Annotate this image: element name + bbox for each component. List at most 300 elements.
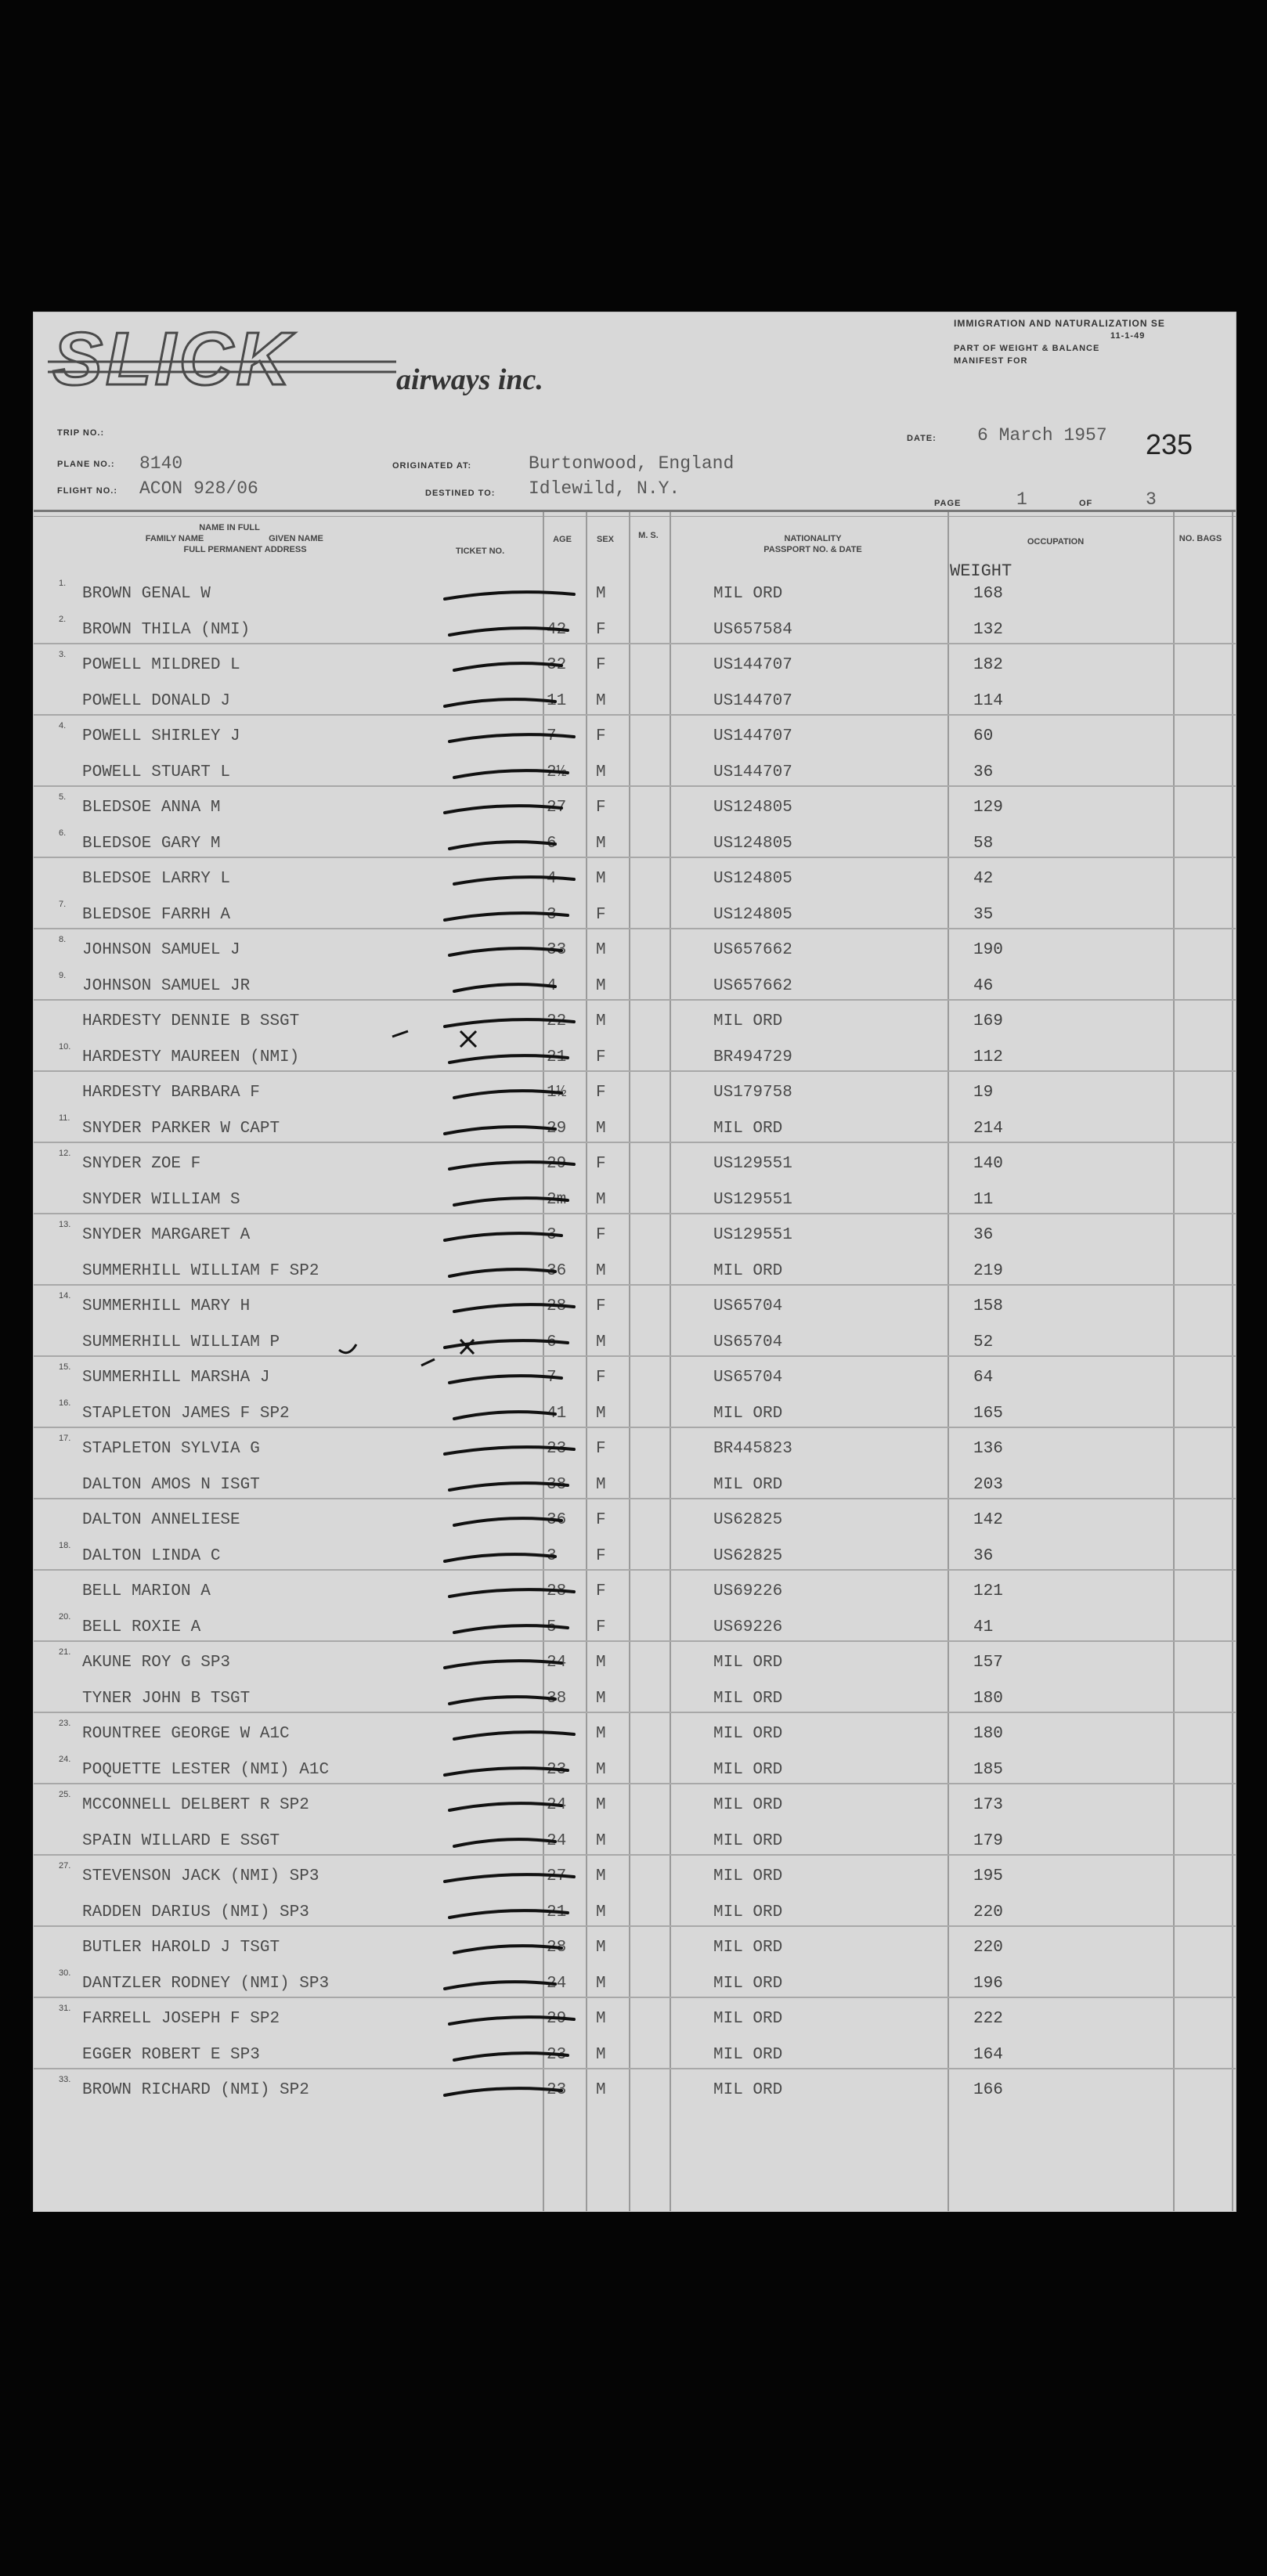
row-number: 18. [59, 1541, 71, 1550]
passenger-passport: US62825 [713, 1547, 783, 1565]
passenger-sex: M [596, 585, 606, 603]
passenger-age: 4 [547, 977, 557, 995]
manifest-document [33, 312, 1236, 2212]
flight-value: ACON 928/06 [139, 478, 258, 499]
passenger-weight: 36 [973, 763, 994, 781]
col-family-name: FAMILY NAME [145, 534, 204, 543]
passenger-age: 2m [547, 1191, 567, 1209]
passenger-sex: F [596, 727, 606, 745]
passenger-sex: F [596, 1226, 606, 1244]
passenger-name: JOHNSON SAMUEL J [82, 941, 240, 959]
row-number: 2. [59, 615, 67, 624]
passenger-weight: 220 [973, 1903, 1003, 1921]
ticket-pen-stroke [445, 913, 568, 920]
ticket-pen-stroke [454, 1304, 574, 1311]
passenger-age: 36 [547, 1262, 567, 1280]
passenger-name: SUMMERHILL WILLIAM P [82, 1333, 280, 1351]
passenger-passport: US129551 [713, 1155, 792, 1173]
row-number: 33. [59, 2075, 71, 2084]
passenger-passport: US65704 [713, 1369, 783, 1387]
passenger-weight: 129 [973, 799, 1003, 817]
passenger-weight: 41 [973, 1618, 994, 1636]
passenger-sex: F [596, 656, 606, 674]
passenger-name: JOHNSON SAMUEL JR [82, 977, 251, 995]
ticket-pen-stroke [449, 1589, 574, 1596]
check-mark [421, 1359, 435, 1366]
page-stamp: 235 [1146, 428, 1193, 460]
row-number: 1. [59, 579, 67, 588]
ticket-pen-stroke [449, 1483, 568, 1490]
passenger-passport: MIL ORD [713, 1939, 783, 1957]
passenger-weight: 11 [973, 1191, 994, 1209]
passenger-name: SNYDER PARKER W CAPT [82, 1120, 280, 1138]
passenger-name: SUMMERHILL MARSHA J [82, 1369, 270, 1387]
passenger-sex: M [596, 870, 606, 888]
passenger-passport: MIL ORD [713, 1761, 783, 1779]
trip-label: TRIP NO.: [57, 428, 105, 438]
agency-line-4: MANIFEST FOR [954, 356, 1028, 366]
passenger-passport: MIL ORD [713, 1012, 783, 1030]
passenger-name: ROUNTREE GEORGE W A1C [82, 1725, 290, 1743]
passenger-weight: 164 [973, 2046, 1003, 2064]
passenger-sex: M [596, 2046, 606, 2064]
passenger-passport: US124805 [713, 870, 792, 888]
passenger-name: BELL MARION A [82, 1582, 211, 1600]
passenger-passport: US144707 [713, 656, 792, 674]
passenger-name: TYNER JOHN B TSGT [82, 1690, 251, 1708]
row-number: 16. [59, 1398, 71, 1408]
agency-line-2: 11-1-49 [1110, 331, 1146, 341]
passenger-weight: 157 [973, 1654, 1003, 1672]
passenger-age: 7 [547, 727, 557, 745]
ticket-pen-stroke [454, 984, 555, 991]
passenger-weight: 179 [973, 1832, 1003, 1850]
ticket-pen-stroke [445, 1019, 574, 1026]
passenger-age: 24 [547, 1832, 567, 1850]
col-occupation: OCCUPATION [1027, 537, 1085, 547]
passenger-name: HARDESTY MAUREEN (NMI) [82, 1048, 300, 1066]
passenger-weight: 180 [973, 1725, 1003, 1743]
svg-text:airways inc.: airways inc. [396, 363, 543, 396]
passenger-weight: 196 [973, 1975, 1003, 1993]
passenger-age: 24 [547, 1796, 567, 1814]
passenger-weight: 35 [973, 906, 994, 924]
destined-value: Idlewild, N.Y. [529, 478, 680, 499]
col-age: AGE [553, 535, 572, 544]
ticket-pen-stroke [454, 1412, 555, 1419]
passenger-passport: US144707 [713, 727, 792, 745]
passenger-age: 6 [547, 1333, 557, 1351]
passenger-passport: MIL ORD [713, 1405, 783, 1423]
passenger-name: SNYDER MARGARET A [82, 1226, 251, 1244]
passenger-sex: F [596, 906, 606, 924]
passenger-passport: US129551 [713, 1191, 792, 1209]
passenger-weight: 140 [973, 1155, 1003, 1173]
ticket-pen-stroke [445, 1768, 568, 1775]
passenger-age: 28 [547, 1939, 567, 1957]
originated-label: ORIGINATED AT: [392, 461, 472, 471]
passenger-name: BROWN THILA (NMI) [82, 621, 251, 639]
passenger-name: BROWN GENAL W [82, 585, 211, 603]
passenger-age: 3 [547, 906, 557, 924]
passenger-passport: BR494729 [713, 1048, 792, 1066]
passenger-age: 2½ [547, 763, 567, 781]
passenger-sex: M [596, 835, 606, 853]
passenger-name: EGGER ROBERT E SP3 [82, 2046, 260, 2064]
ticket-pen-stroke [449, 1269, 555, 1276]
passenger-passport: MIL ORD [713, 2010, 783, 2028]
passenger-sex: M [596, 1690, 606, 1708]
passenger-passport: MIL ORD [713, 2081, 783, 2099]
passenger-name: SPAIN WILLARD E SSGT [82, 1832, 280, 1850]
passenger-passport: US124805 [713, 799, 792, 817]
passenger-passport: US65704 [713, 1297, 783, 1315]
passenger-passport: MIL ORD [713, 1120, 783, 1138]
passenger-age: 41 [547, 1405, 567, 1423]
passenger-passport: US124805 [713, 906, 792, 924]
col-passport: PASSPORT NO. & DATE [763, 545, 862, 554]
passenger-weight: 142 [973, 1511, 1003, 1529]
passenger-age: 11 [547, 692, 567, 710]
ticket-pen-stroke [445, 1554, 555, 1561]
plane-value: 8140 [139, 453, 183, 474]
passenger-sex: M [596, 1476, 606, 1494]
passenger-weight: 114 [973, 692, 1003, 710]
passenger-passport: US144707 [713, 763, 792, 781]
passenger-weight: 185 [973, 1761, 1003, 1779]
passenger-weight: 64 [973, 1369, 994, 1387]
passenger-age: 29 [547, 1120, 567, 1138]
ticket-pen-stroke [449, 1055, 568, 1063]
passenger-name: STAPLETON JAMES F SP2 [82, 1405, 290, 1423]
passenger-name: HARDESTY DENNIE B SSGT [82, 1012, 300, 1030]
passenger-age: 7 [547, 1369, 557, 1387]
passenger-sex: M [596, 1832, 606, 1850]
row-number: 12. [59, 1149, 71, 1158]
row-number: 9. [59, 971, 67, 980]
passenger-age: 24 [547, 1975, 567, 1993]
col-given-name: GIVEN NAME [269, 534, 323, 543]
passenger-age: 33 [547, 941, 567, 959]
passenger-name: POWELL STUART L [82, 763, 231, 781]
of-value: 3 [1146, 489, 1157, 510]
ticket-pen-stroke [445, 1127, 555, 1134]
passenger-weight: 46 [973, 977, 994, 995]
ticket-pen-stroke [454, 1091, 561, 1098]
passenger-passport: US657662 [713, 941, 792, 959]
passenger-age: 38 [547, 1476, 567, 1494]
row-number: 3. [59, 650, 67, 659]
ticket-pen-stroke [445, 592, 574, 599]
row-number: 31. [59, 2004, 71, 2013]
passenger-name: BLEDSOE FARRH A [82, 906, 231, 924]
date-value: 6 March 1957 [977, 425, 1107, 446]
passenger-name: STAPLETON SYLVIA G [82, 1440, 260, 1458]
passenger-age: 3 [547, 1226, 557, 1244]
passenger-sex: M [596, 1903, 606, 1921]
passenger-weight: 182 [973, 656, 1003, 674]
passenger-sex: M [596, 1191, 606, 1209]
passenger-sex: M [596, 1796, 606, 1814]
ticket-pen-stroke [454, 2053, 568, 2060]
ticket-pen-stroke [449, 734, 574, 741]
passenger-name: RADDEN DARIUS (NMI) SP3 [82, 1903, 309, 1921]
passenger-passport: US69226 [713, 1582, 783, 1600]
passenger-weight: 121 [973, 1582, 1003, 1600]
passenger-sex: M [596, 1725, 606, 1743]
row-number: 24. [59, 1755, 71, 1764]
col-name-heading: NAME IN FULL [199, 523, 260, 532]
passenger-name: BLEDSOE ANNA M [82, 799, 221, 817]
ticket-pen-stroke [449, 948, 561, 955]
passenger-name: MCCONNELL DELBERT R SP2 [82, 1796, 309, 1814]
passenger-age: 23 [547, 2081, 567, 2099]
passenger-sex: M [596, 1867, 606, 1885]
row-number: 17. [59, 1434, 71, 1443]
row-number: 27. [59, 1861, 71, 1871]
passenger-passport: MIL ORD [713, 1476, 783, 1494]
date-label: DATE: [907, 434, 937, 443]
ticket-pen-stroke [449, 1803, 561, 1810]
row-number: 4. [59, 721, 67, 731]
passenger-name: HARDESTY BARBARA F [82, 1084, 260, 1102]
passenger-age: 1½ [547, 1084, 567, 1102]
passenger-age: 5 [547, 1618, 557, 1636]
ticket-pen-stroke [449, 1697, 555, 1704]
ticket-pen-marks [34, 312, 1236, 2211]
passenger-age: 21 [547, 1903, 567, 1921]
ticket-pen-stroke [454, 663, 561, 670]
passenger-age: 27 [547, 1867, 567, 1885]
passenger-weight: 214 [973, 1120, 1003, 1138]
passenger-age: 21 [547, 1048, 567, 1066]
passenger-passport: MIL ORD [713, 1867, 783, 1885]
passenger-sex: F [596, 799, 606, 817]
row-number: 25. [59, 1790, 71, 1799]
passenger-age: 38 [547, 1690, 567, 1708]
passenger-sex: M [596, 941, 606, 959]
passenger-passport: US65704 [713, 1333, 783, 1351]
passenger-sex: M [596, 1262, 606, 1280]
passenger-sex: M [596, 1333, 606, 1351]
passenger-name: DANTZLER RODNEY (NMI) SP3 [82, 1975, 330, 1993]
ticket-pen-stroke [454, 770, 568, 777]
passenger-name: POQUETTE LESTER (NMI) A1C [82, 1761, 330, 1779]
passenger-name: SNYDER WILLIAM S [82, 1191, 240, 1209]
page-label: PAGE [934, 499, 962, 508]
row-number: 21. [59, 1647, 71, 1657]
row-number: 23. [59, 1719, 71, 1728]
passenger-name: POWELL MILDRED L [82, 656, 240, 674]
passenger-sex: F [596, 1369, 606, 1387]
passenger-age: 28 [547, 1297, 567, 1315]
passenger-weight: 219 [973, 1262, 1003, 1280]
passenger-name: BLEDSOE GARY M [82, 835, 221, 853]
passenger-weight: 112 [973, 1048, 1003, 1066]
passenger-name: BUTLER HAROLD J TSGT [82, 1939, 280, 1957]
passenger-name: SNYDER ZOE F [82, 1155, 201, 1173]
passenger-passport: MIL ORD [713, 1690, 783, 1708]
passenger-passport: US69226 [713, 1618, 783, 1636]
ticket-pen-stroke [445, 1982, 555, 1989]
row-number: 30. [59, 1968, 71, 1978]
passenger-passport: MIL ORD [713, 1654, 783, 1672]
ticket-pen-stroke [454, 1946, 561, 1953]
row-number: 5. [59, 792, 67, 802]
agency-line-1: IMMIGRATION AND NATURALIZATION SE [954, 318, 1165, 329]
passenger-sex: M [596, 2010, 606, 2028]
col-weight: WEIGHT [950, 561, 1013, 581]
passenger-age: 24 [547, 1654, 567, 1672]
passenger-weight: 173 [973, 1796, 1003, 1814]
passenger-passport: MIL ORD [713, 1903, 783, 1921]
passenger-age: 4 [547, 870, 557, 888]
ticket-pen-stroke [449, 1162, 574, 1169]
passenger-age: 23 [547, 1440, 567, 1458]
passenger-passport: MIL ORD [713, 2046, 783, 2064]
passenger-name: DALTON ANNELIESE [82, 1511, 240, 1529]
passenger-age: 32 [547, 656, 567, 674]
passenger-age: 3 [547, 1547, 557, 1565]
passenger-sex: M [596, 692, 606, 710]
check-mark [392, 1031, 408, 1037]
ticket-pen-stroke [454, 1518, 561, 1525]
passenger-age: 23 [547, 2046, 567, 2064]
passenger-sex: M [596, 1012, 606, 1030]
passenger-passport: US657584 [713, 621, 792, 639]
plane-label: PLANE NO.: [57, 460, 115, 469]
row-number: 7. [59, 900, 67, 909]
passenger-sex: F [596, 1297, 606, 1315]
passenger-name: AKUNE ROY G SP3 [82, 1654, 231, 1672]
col-address: FULL PERMANENT ADDRESS [183, 545, 307, 554]
passenger-sex: M [596, 1654, 606, 1672]
passenger-age: 28 [547, 1582, 567, 1600]
passenger-weight: 19 [973, 1084, 994, 1102]
passenger-passport: US179758 [713, 1084, 792, 1102]
passenger-sex: M [596, 1939, 606, 1957]
ticket-pen-stroke [445, 2088, 561, 2095]
passenger-sex: M [596, 1975, 606, 1993]
passenger-sex: M [596, 1120, 606, 1138]
ticket-pen-stroke [449, 628, 568, 635]
passenger-name: STEVENSON JACK (NMI) SP3 [82, 1867, 319, 1885]
ticket-pen-stroke [445, 806, 561, 813]
ticket-pen-stroke [445, 1661, 561, 1668]
col-bags: NO. BAGS [1179, 534, 1222, 543]
passenger-sex: M [596, 2081, 606, 2099]
passenger-sex: F [596, 1618, 606, 1636]
ticket-pen-stroke [445, 1447, 574, 1454]
row-number: 11. [59, 1113, 70, 1123]
col-nationality: NATIONALITY [784, 534, 842, 543]
passenger-passport: US62825 [713, 1511, 783, 1529]
row-number: 8. [59, 935, 67, 944]
passenger-passport: MIL ORD [713, 585, 783, 603]
row-number: 13. [59, 1220, 71, 1229]
ticket-pen-stroke [449, 2017, 574, 2024]
agency-line-3: PART OF WEIGHT & BALANCE [954, 344, 1100, 353]
passenger-age: 22 [547, 1012, 567, 1030]
passenger-weight: 158 [973, 1297, 1003, 1315]
passenger-name: POWELL DONALD J [82, 692, 231, 710]
passenger-age: 6 [547, 835, 557, 853]
passenger-weight: 180 [973, 1690, 1003, 1708]
ticket-pen-stroke [454, 1732, 574, 1739]
passenger-name: SUMMERHILL WILLIAM F SP2 [82, 1262, 319, 1280]
passenger-passport: MIL ORD [713, 1832, 783, 1850]
ticket-pen-stroke [454, 1625, 568, 1633]
passenger-sex: F [596, 1440, 606, 1458]
passenger-age: 29 [547, 2010, 567, 2028]
cross-mark [460, 1340, 474, 1354]
ticket-pen-stroke [445, 699, 555, 706]
ticket-pen-stroke [449, 1910, 568, 1918]
row-number: 15. [59, 1362, 71, 1372]
passenger-weight: 136 [973, 1440, 1003, 1458]
passenger-sex: M [596, 977, 606, 995]
passenger-passport: MIL ORD [713, 1725, 783, 1743]
destined-label: DESTINED TO: [425, 489, 496, 498]
page-value: 1 [1016, 489, 1027, 510]
row-number: 20. [59, 1612, 71, 1622]
ticket-pen-stroke [454, 1839, 555, 1846]
passenger-weight: 169 [973, 1012, 1003, 1030]
ticket-pen-stroke [445, 1233, 561, 1240]
passenger-name: POWELL SHIRLEY J [82, 727, 240, 745]
passenger-name: SUMMERHILL MARY H [82, 1297, 251, 1315]
passenger-sex: F [596, 621, 606, 639]
passenger-sex: F [596, 1547, 606, 1565]
passenger-age: 23 [547, 1761, 567, 1779]
passenger-passport: US657662 [713, 977, 792, 995]
passenger-weight: 220 [973, 1939, 1003, 1957]
svg-text:SLICK: SLICK [52, 319, 294, 401]
passenger-weight: 168 [973, 585, 1003, 603]
passenger-age: 29 [547, 1155, 567, 1173]
passenger-sex: M [596, 763, 606, 781]
passenger-name: BLEDSOE LARRY L [82, 870, 231, 888]
row-number: 6. [59, 828, 67, 838]
passenger-passport: US124805 [713, 835, 792, 853]
row-number: 14. [59, 1291, 71, 1301]
col-ticket: TICKET NO. [455, 547, 505, 556]
passenger-weight: 60 [973, 727, 994, 745]
passenger-age: 36 [547, 1511, 567, 1529]
passenger-passport: US144707 [713, 692, 792, 710]
originated-value: Burtonwood, England [529, 453, 735, 474]
passenger-weight: 222 [973, 2010, 1003, 2028]
tick-mark [339, 1344, 356, 1353]
passenger-sex: F [596, 1155, 606, 1173]
passenger-name: DALTON LINDA C [82, 1547, 221, 1565]
passenger-weight: 36 [973, 1547, 994, 1565]
ticket-pen-stroke [454, 877, 574, 884]
passenger-name: BELL ROXIE A [82, 1618, 201, 1636]
of-label: OF [1079, 499, 1093, 508]
ticket-pen-stroke [449, 842, 555, 849]
passenger-name: DALTON AMOS N ISGT [82, 1476, 260, 1494]
passenger-weight: 166 [973, 2081, 1003, 2099]
flight-label: FLIGHT NO.: [57, 486, 117, 496]
passenger-name: BROWN RICHARD (NMI) SP2 [82, 2081, 309, 2099]
passenger-name: FARRELL JOSEPH F SP2 [82, 2010, 280, 2028]
ticket-pen-stroke [445, 1874, 574, 1881]
passenger-sex: F [596, 1048, 606, 1066]
col-sex: SEX [596, 535, 614, 544]
passenger-weight: 132 [973, 621, 1003, 639]
passenger-passport: MIL ORD [713, 1975, 783, 1993]
